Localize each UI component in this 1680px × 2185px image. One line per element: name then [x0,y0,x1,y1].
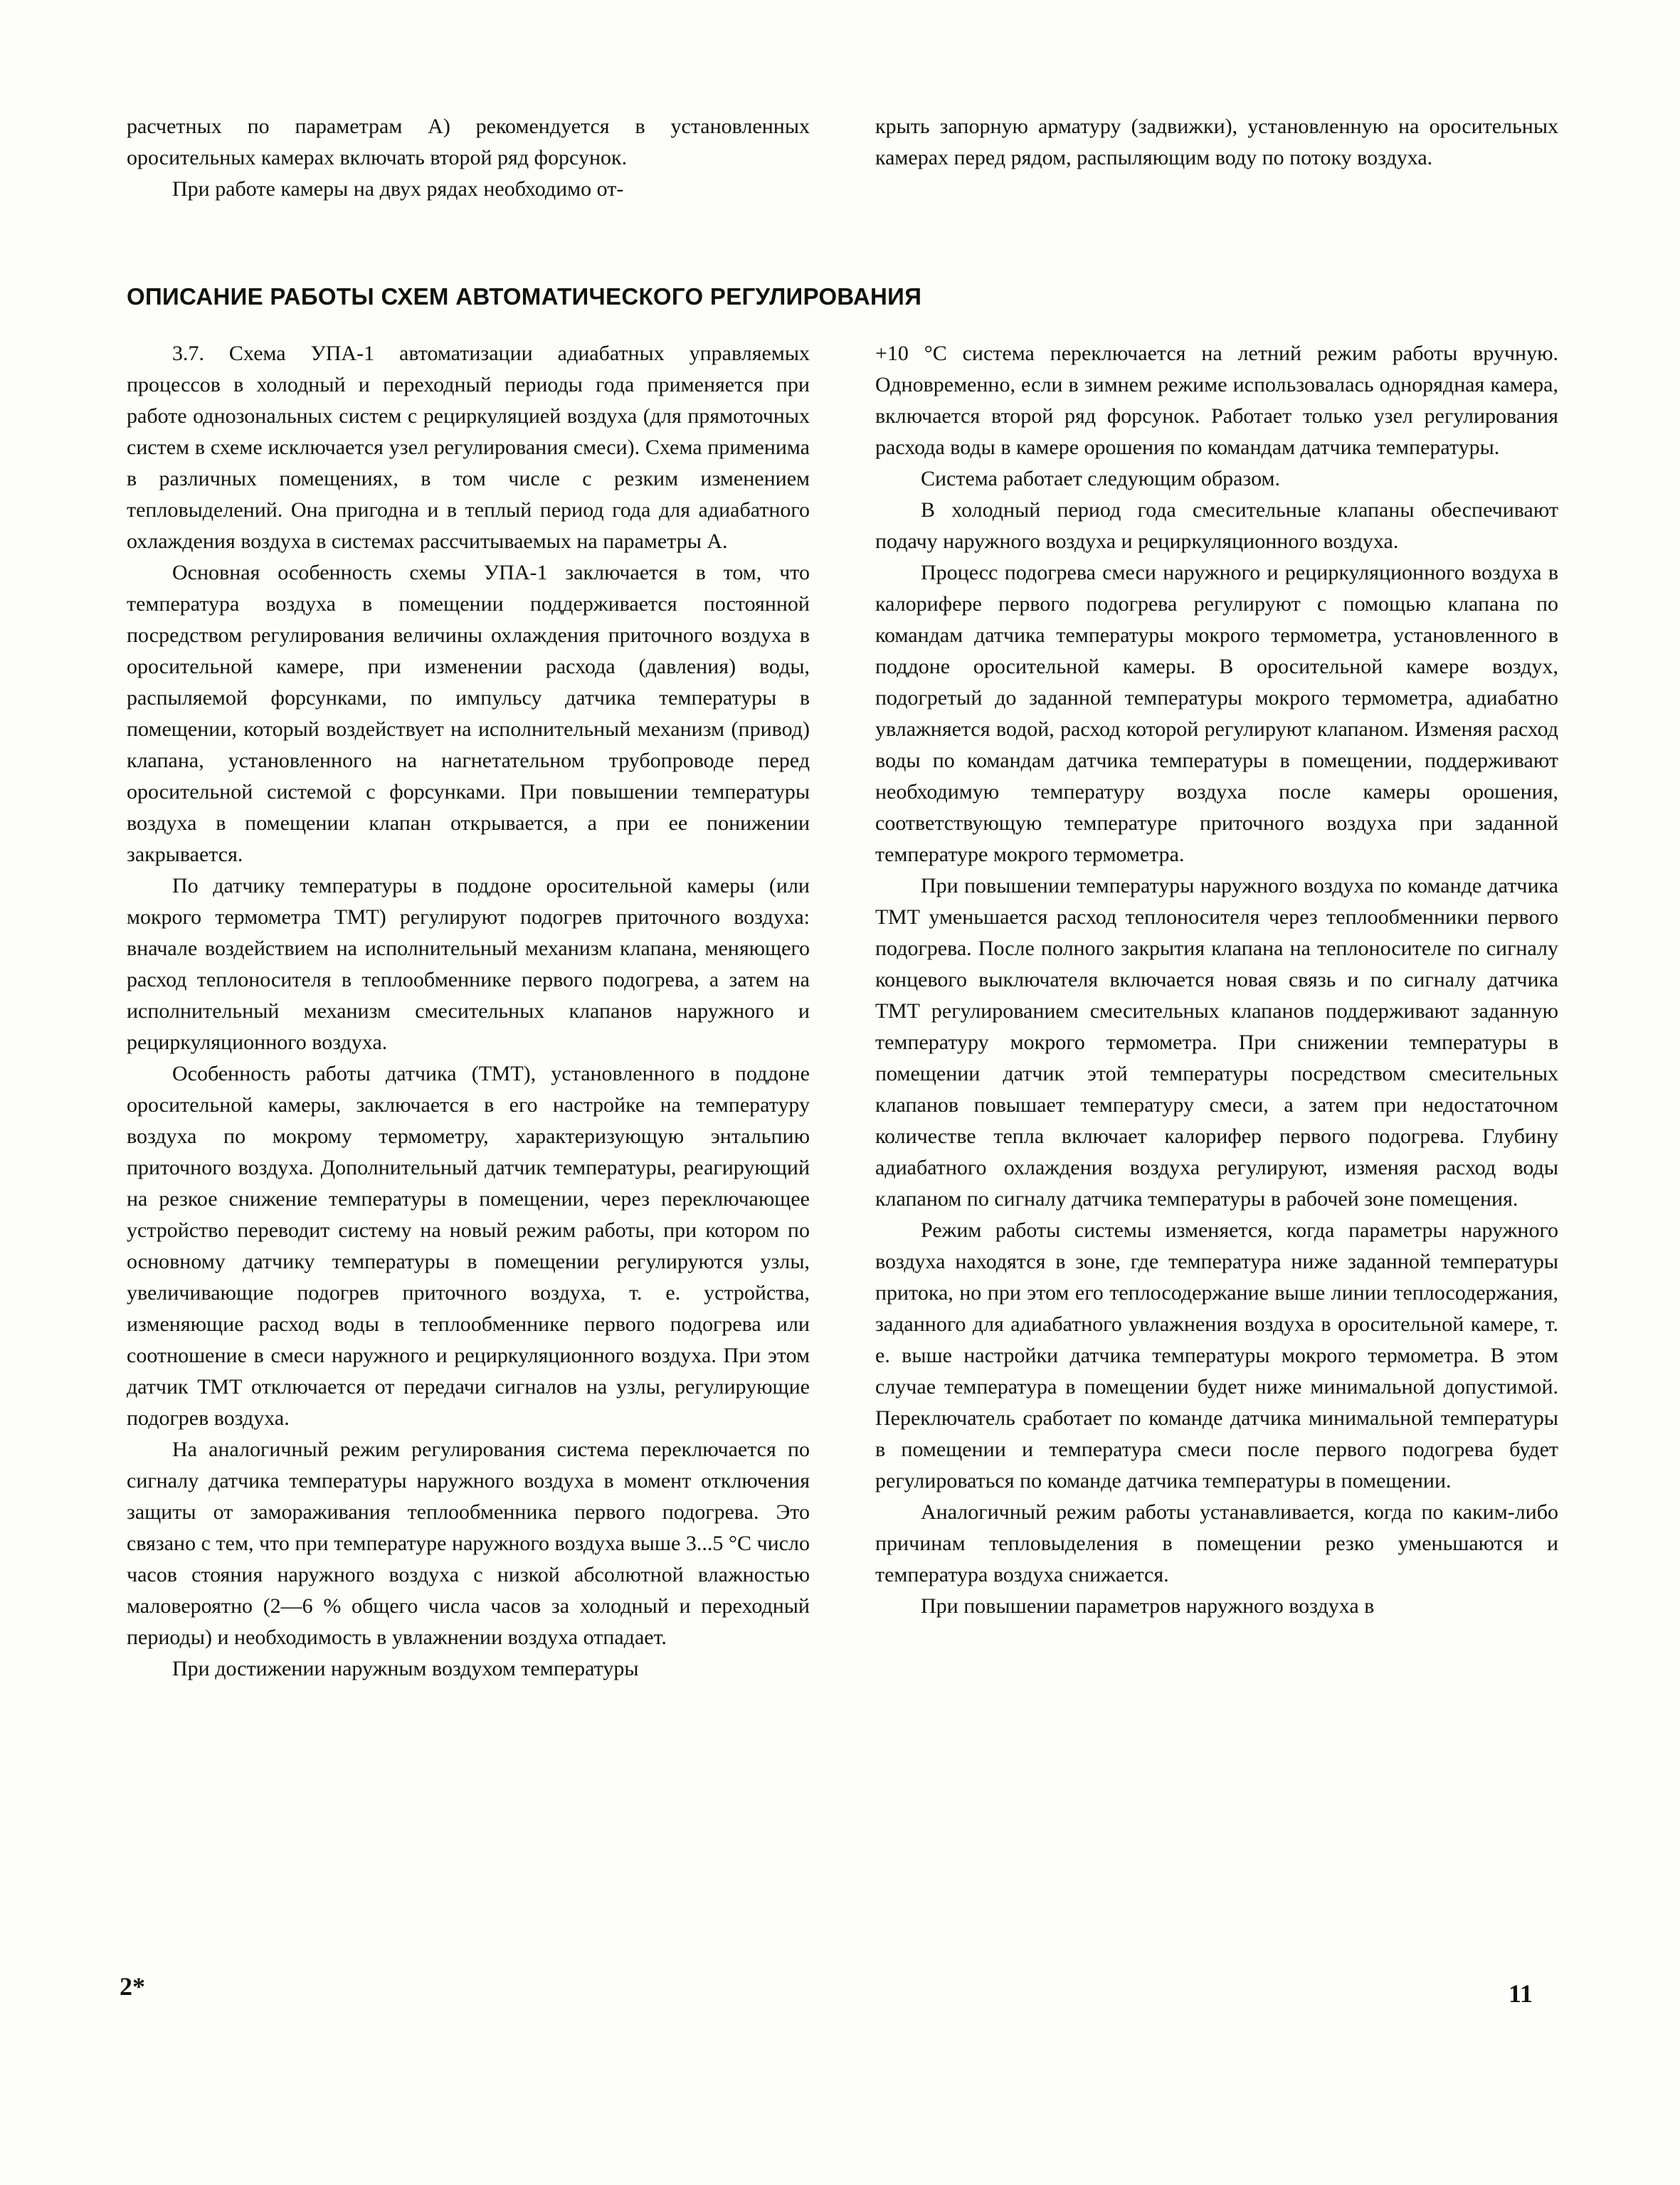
paragraph: При повышении температуры наружного воздуха по команде датчика ТМТ уменьшается расход теплоносителя через теплообменники первого подогрева. После полного закрытия клапана на теплоносителе по сигналу концевого выключателя включается новая связь и по сигналу датчика ТМТ регулированием смесительных клапанов поддерживают заданную температуру мокрого термометра. При снижении температуры в помещении датчик этой температуры посредством смесительных клапанов повышает температуру смеси, а затем при недостаточном количестве тепла включает калорифер первого подогрева. Глубину адиабатного охлаждения воздуха регулируют, изменяя расход воды клапаном по сигналу датчика температуры в рабочей зоне помещения. [875,874,1558,1211]
paragraph: При работе камеры на двух рядах необходимо от- [172,177,624,201]
paragraph: При повышении параметров наружного воздуха в [921,1594,1375,1618]
paragraph: Особенность работы датчика (ТМТ), установленного в поддоне оросительной камеры, заключается в его настройке на температуру воздуха по мокрому термометру, характеризующую энтальпию приточного воздуха. Дополнительный датчик температуры, реагирующий на резкое снижение температуры в помещении, через переключающее устройство переводит систему на новый режим работы, при котором по основному датчику температуры в помещении регулируются узлы, увеличивающие подогрев приточного воздуха, т. е. устройства, изменяющие расход воды в теплообменнике первого подогрева или соотношение в смеси наружного и рециркуляционного воздуха. При этом датчик ТМТ отключается от передачи сигналов на узлы, регулирующие подогрев воздуха. [127,1062,810,1430]
paragraph: Процесс подогрева смеси наружного и рециркуляционного воздуха в калорифере первого подогрева регулируют с помощью клапана по командам датчика температуры мокрого термометра, установленного в поддоне оросительной камеры. В оросительной камере воздух, подогретый до заданной температуры мокрого термометра, адиабатно увлажняется водой, расход которой регулируют клапаном. Изменяя расход воды по командам датчика температуры в помещении, поддерживают необходимую температуру воздуха после камеры орошения, соответствующую температуре приточного воздуха при заданной температуре мокрого термометра. [875,561,1558,866]
paragraph: В холодный период года смесительные клапаны обеспечивают подачу наружного воздуха и рециркуляционного воздуха. [875,498,1558,553]
top-right-column [875,111,1558,174]
top-left-column [127,111,810,205]
paragraph: расчетных по параметрам А) рекомендуется в установленных оросительных камерах включать второй ряд форсунок. [127,115,810,169]
paragraph: Основная особенность схемы УПА-1 заключается в том, что температура воздуха в помещении поддерживается постоянной посредством регулирования величины охлаждения приточного воздуха в оросительной камере, при изменении расхода (давления) воды, распыляемой форсунками, по импульсу датчика температуры в помещении, который воздействует на исполнительный механизм (привод) клапана, установленного на нагнетательном трубопроводе перед оросительной системой с форсунками. При повышении температуры воздуха в помещении клапан открывается, а при ее понижении закрывается. [127,561,810,866]
paragraph: При достижении наружным воздухом температуры [172,1657,639,1680]
paragraph: крыть запорную арматуру (задвижки), установленную на оросительных камерах перед рядом, распыляющим воду по потоку воздуха. [875,115,1558,169]
left-column [127,338,810,1685]
section-heading: ОПИСАНИЕ РАБОТЫ СХЕМ АВТОМАТИЧЕСКОГО РЕГУЛИРОВАНИЯ [127,283,922,310]
paragraph: Аналогичный режим работы устанавливается, когда по каким-либо причинам тепловыделения в помещении резко уменьшаются и температура воздуха снижается. [875,1500,1558,1586]
paragraph: По датчику температуры в поддоне оросительной камеры (или мокрого термометра ТМТ) регулируют подогрев приточного воздуха: вначале воздействием на исполнительный механизм клапана, меняющего расход теплоносителя в теплообменнике первого подогрева, а затем на исполнительный механизм смесительных клапанов наружного и рециркуляционного воздуха. [127,874,810,1054]
paragraph: Система работает следующим образом. [921,467,1280,490]
paragraph: +10 °С система переключается на летний режим работы вручную. Одновременно, если в зимнем режиме использовалась однорядная камера, включается второй ряд форсунок. Работает только узел регулирования расхода воды в камере орошения по командам датчика температуры. [875,342,1558,459]
paragraph: Режим работы системы изменяется, когда параметры наружного воздуха находятся в зоне, где температура ниже заданной температуры притока, но при этом его теплосодержание выше линии теплосодержания, заданного для адиабатного увлажнения воздуха в оросительной камере, т. е. выше настройки датчика температуры мокрого термометра. В этом случае температура в помещении будет ниже минимальной допустимой. Переключатель сработает по команде датчика минимальной температуры в помещении и температура смеси после первого подогрева будет регулироваться по команде датчика температуры в помещении. [875,1218,1558,1492]
signature-mark: 2* [120,1972,145,2001]
page-number: 11 [1509,1979,1533,2008]
paragraph: На аналогичный режим регулирования система переключается по сигналу датчика температуры наружного воздуха в момент отключения защиты от замораживания теплообменника первого подогрева. Это связано с тем, что при температуре наружного воздуха выше 3...5 °С число часов стояния наружного воздуха с низкой абсолютной влажностью маловероятно (2—6 % общего числа часов за холодный и переходный периоды) и необходимость в увлажнении воздуха отпадает. [127,1438,810,1649]
paragraph: 3.7. Схема УПА-1 автоматизации адиабатных управляемых процессов в холодный и переходный периоды года применяется при работе однозональных систем с рециркуляцией воздуха (для прямоточных систем в схеме исключается узел регулирования смеси). Схема применима в различных помещениях, в том числе с резким изменением тепловыделений. Она пригодна и в теплый период года для адиабатного охлаждения воздуха в системах рассчитываемых на параметры А. [127,342,810,553]
right-column [875,338,1558,1622]
